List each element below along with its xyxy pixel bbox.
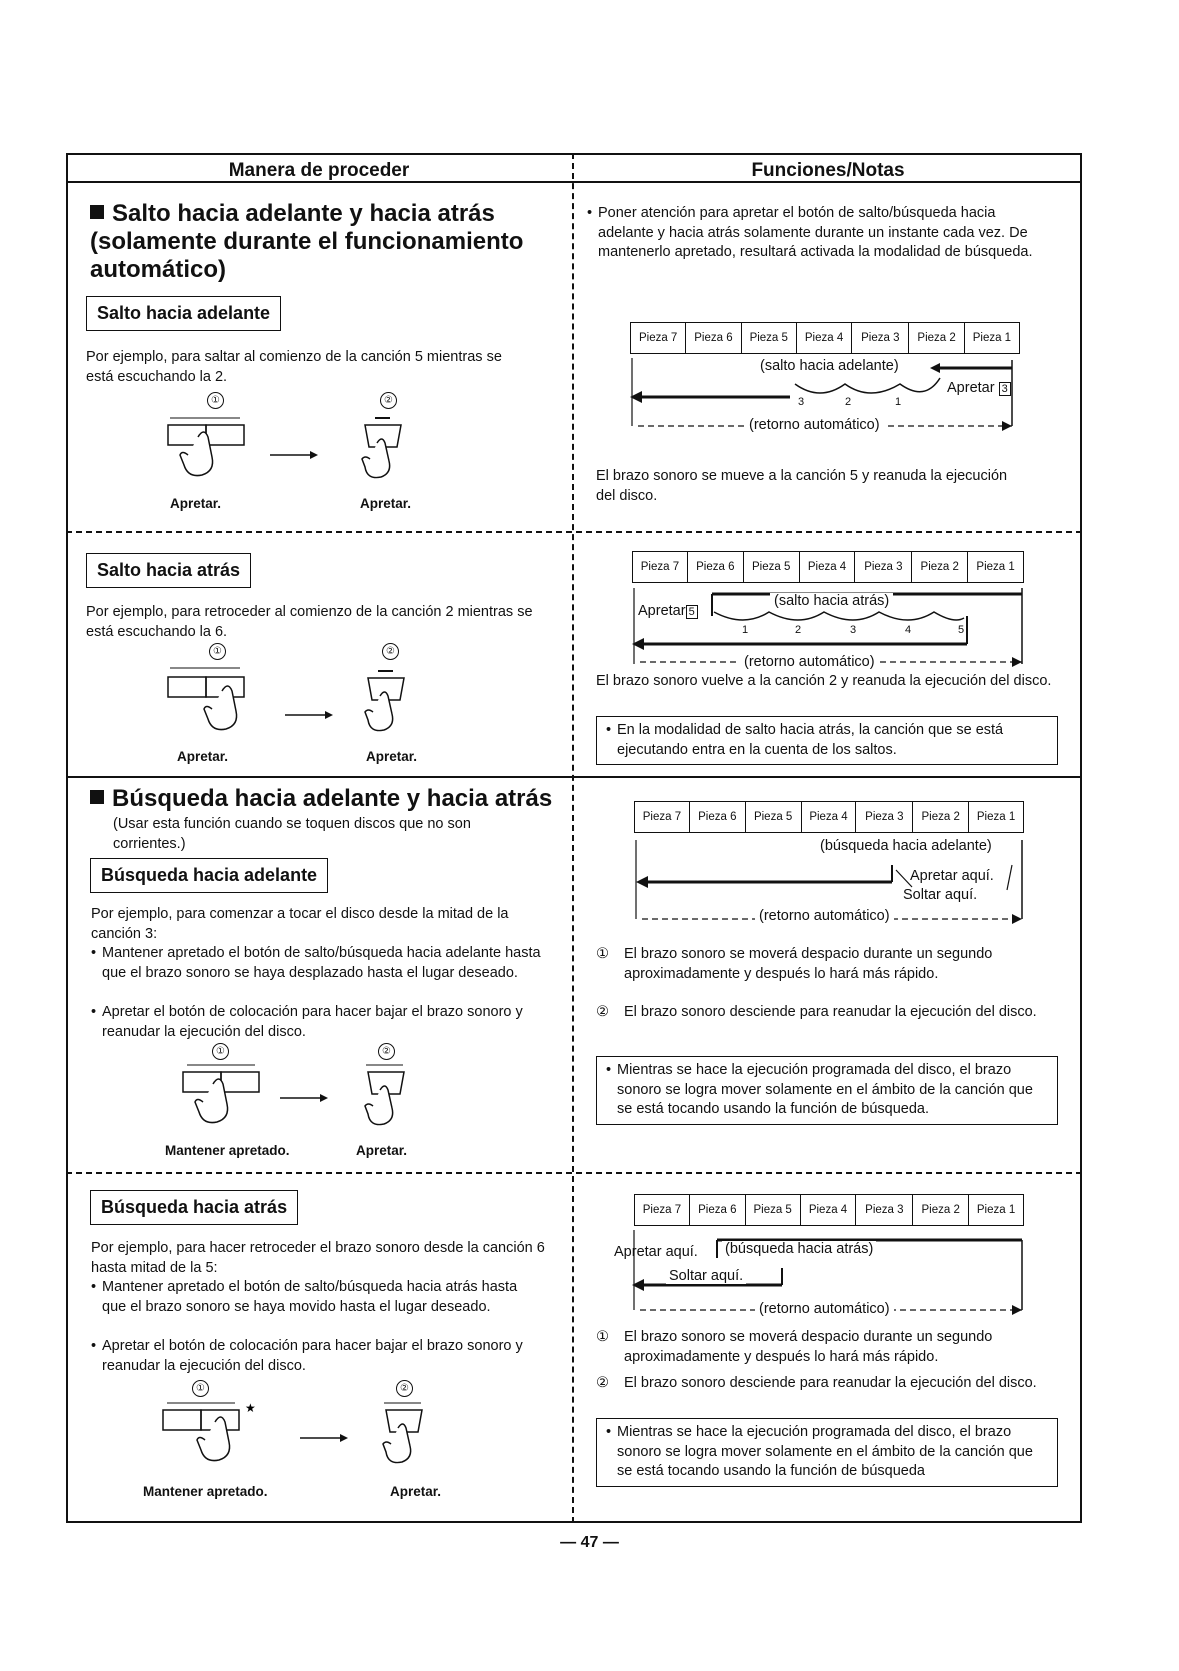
section-divider-3	[66, 1172, 1082, 1174]
caption-hold: Mantener apretado.	[165, 1143, 290, 1158]
skip-backward-result: El brazo sonoro vuelve a la canción 2 y reanuda la ejecución del disco.	[596, 673, 1052, 689]
skip-section-title-text: Salto hacia adelante y hacia atrás (solamente durante el funcionamiento automático)	[90, 200, 524, 283]
track-bar-skip-backward	[632, 551, 1024, 583]
track-cell: Pieza 5	[746, 802, 802, 832]
skip-count: 3	[798, 396, 805, 408]
track-cell: Pieza 7	[633, 552, 688, 582]
skip-section-title	[90, 200, 560, 284]
search-backward-release-here: Soltar aquí.	[666, 1268, 746, 1284]
skip-forward-result: El brazo sonoro se mueve a la canción 5 y reanuda la ejecución del disco.	[596, 468, 1008, 504]
bullet-square-icon	[90, 790, 104, 804]
cue-button-hand-icon	[358, 1062, 418, 1137]
caption-press-1: Apretar.	[177, 749, 229, 764]
step-1-marker: ①	[207, 392, 224, 409]
skip-count: 1	[742, 624, 749, 636]
track-cell: Pieza 2	[913, 802, 969, 832]
column-header-right: Funciones/Notas	[751, 160, 905, 181]
caption-press-1: Apretar.	[170, 496, 222, 511]
search-forward-note-box	[596, 1056, 1058, 1125]
skip-count: 2	[845, 396, 852, 408]
skip-forward-diagram-label: (salto hacia adelante)	[760, 358, 899, 374]
track-bar-skip-forward	[630, 322, 1020, 354]
next-step-arrow-icon	[285, 710, 335, 720]
step-1-marker: ①	[192, 1380, 209, 1397]
search-forward-note-2: El brazo sonoro desciende para reanudar la ejecución del disco.	[624, 1004, 1037, 1020]
track-cell: Pieza 2	[912, 552, 968, 582]
caption-press-2: Apretar.	[360, 496, 412, 511]
step-1-marker: ①	[209, 643, 226, 660]
search-forward-note-1: El brazo sonoro se moverá despacio durante un segundo aproximadamente y después lo hará más rápido.	[624, 946, 993, 982]
track-cell: Pieza 4	[802, 802, 857, 832]
search-forward-example: Por ejemplo, para comenzar a tocar el disco desde la mitad de la canción 3:	[91, 906, 509, 942]
track-cell: Pieza 5	[742, 323, 797, 353]
skip-backward-label: Salto hacia atrás	[86, 553, 251, 588]
step-1-marker: ①	[212, 1043, 229, 1060]
step-2-marker: ②	[380, 392, 397, 409]
note-marker-2: ②	[596, 1004, 609, 1020]
press-count-badge: 3	[999, 382, 1011, 396]
track-cell: Pieza 7	[635, 1195, 690, 1225]
search-backward-note-1: El brazo sonoro se moverá despacio durante un segundo aproximadamente y después lo hará más rápido.	[624, 1329, 993, 1365]
search-backward-bullet-2: • Apretar el botón de colocación para hacer bajar el brazo sonoro y reanudar la ejecución del disco.	[102, 1337, 542, 1376]
step-2-marker: ②	[382, 643, 399, 660]
caption-press-2: Apretar.	[366, 749, 418, 764]
skip-backward-example: Por ejemplo, para retroceder al comienzo de la canción 2 mientras se está escuchando la 6.	[86, 604, 533, 640]
skip-backward-button-hand-icon	[160, 665, 260, 745]
skip-count: 5	[958, 624, 965, 636]
note-marker-1: ①	[596, 946, 609, 962]
skip-backward-return-label: (retorno automático)	[740, 654, 879, 670]
search-forward-diagram-label: (búsqueda hacia adelante)	[820, 838, 992, 854]
search-forward-bullet-1: • Mantener apretado el botón de salto/búsqueda hacia adelante hasta que el brazo sonoro se haya desplazado hasta el lugar deseado.	[102, 944, 542, 983]
skip-backward-diagram-label: (salto hacia atrás)	[770, 593, 893, 609]
note-marker-2: ②	[596, 1375, 609, 1391]
section-divider-2	[66, 776, 1082, 778]
skip-count: 1	[895, 396, 902, 408]
search-backward-note-box	[596, 1418, 1058, 1487]
track-cell: Pieza 6	[690, 802, 746, 832]
skip-count: 4	[905, 624, 912, 636]
search-backward-press-here: Apretar aquí.	[614, 1244, 698, 1260]
track-cell: Pieza 3	[856, 802, 913, 832]
track-cell: Pieza 2	[913, 1195, 969, 1225]
track-cell: Pieza 7	[631, 323, 686, 353]
track-cell: Pieza 4	[797, 323, 852, 353]
track-cell: Pieza 7	[635, 802, 690, 832]
bullet-square-icon	[90, 205, 104, 219]
caption-press: Apretar.	[356, 1143, 408, 1158]
step-2-marker: ②	[378, 1043, 395, 1060]
track-cell: Pieza 2	[909, 323, 964, 353]
column-header-left: Manera de proceder	[228, 160, 410, 181]
skip-backward-note-box	[596, 716, 1058, 765]
section-divider-1	[66, 531, 1082, 533]
track-bar-search-backward	[634, 1194, 1024, 1226]
skip-forward-press-label: Apretar 3	[947, 380, 1011, 396]
next-step-arrow-icon	[280, 1093, 330, 1103]
cue-button-hand-icon	[355, 415, 415, 495]
search-forward-press-here: Apretar aquí.	[910, 868, 994, 884]
track-cell: Pieza 1	[976, 561, 1015, 573]
page-number: — 47 —	[560, 1534, 619, 1551]
track-cell: Pieza 6	[690, 1195, 746, 1225]
skip-count: 2	[795, 624, 802, 636]
skip-attention-note: • Poner atención para apretar el botón de salto/búsqueda hacia adelante y hacia atrás solamente durante un instante cada vez. De mantenerlo apretado, resultará activada la modalidad de búsqueda.	[598, 204, 1038, 263]
track-cell: Pieza 1	[972, 332, 1012, 344]
search-forward-return-label: (retorno automático)	[755, 908, 894, 924]
search-backward-diagram-label: (búsqueda hacia atrás)	[722, 1241, 876, 1257]
skip-count: 3	[850, 624, 857, 636]
search-forward-box-text: • Mientras se hace la ejecución programada del disco, el brazo sonoro se logra mover solamente en el ámbito de la canción que se está tocando usando la función de búsqueda.	[617, 1062, 1033, 1117]
cue-button-hand-icon	[376, 1400, 436, 1475]
next-step-arrow-icon	[270, 450, 320, 460]
skip-backward-press-label: Apretar 5	[638, 603, 698, 619]
search-section-title	[90, 785, 570, 813]
track-cell: Pieza 4	[800, 552, 856, 582]
caption-press: Apretar.	[390, 1484, 442, 1499]
track-cell: Pieza 3	[852, 323, 909, 353]
skip-forward-button-hand-icon	[160, 415, 260, 495]
search-subtitle: (Usar esta función cuando se toquen discos que no son corrientes.)	[113, 816, 471, 852]
search-forward-label: Búsqueda hacia adelante	[90, 858, 328, 893]
next-step-arrow-icon	[300, 1433, 350, 1443]
track-cell: Pieza 5	[744, 552, 800, 582]
search-backward-bullet-1: • Mantener apretado el botón de salto/búsqueda hacia atrás hasta que el brazo sonoro se haya movido hasta el lugar deseado.	[102, 1278, 542, 1317]
svg-text:★: ★	[245, 1401, 256, 1415]
search-section-title-text: Búsqueda hacia adelante y hacia atrás	[112, 785, 553, 812]
skip-forward-example: Por ejemplo, para saltar al comienzo de la canción 5 mientras se está escuchando la 2.	[86, 349, 502, 385]
track-cell: Pieza 1	[976, 811, 1016, 823]
cue-button-hand-icon	[358, 668, 418, 748]
search-backward-example: Por ejemplo, para hacer retroceder el brazo sonoro desde la canción 6 hasta mitad de la 5:	[91, 1240, 545, 1276]
search-forward-button-hand-icon	[175, 1062, 275, 1132]
track-cell: Pieza 3	[855, 552, 912, 582]
step-2-marker: ②	[396, 1380, 413, 1397]
skip-forward-return-label: (retorno automático)	[745, 417, 884, 433]
track-cell: Pieza 1	[976, 1204, 1016, 1216]
search-forward-release-here: Soltar aquí.	[903, 887, 978, 903]
search-backward-return-label: (retorno automático)	[755, 1301, 894, 1317]
search-backward-box-text: • Mientras se hace la ejecución programada del disco, el brazo sonoro se logra mover solamente en el ámbito de la canción que se está tocando usando la función de búsqueda	[617, 1424, 1033, 1479]
track-bar-search-forward	[634, 801, 1024, 833]
track-cell: Pieza 6	[686, 323, 741, 353]
skip-forward-label: Salto hacia adelante	[86, 296, 281, 331]
column-divider	[572, 153, 574, 1523]
search-backward-button-hand-icon	[155, 1400, 275, 1475]
search-forward-bullet-2: • Apretar el botón de colocación para hacer bajar el brazo sonoro y reanudar la ejecución del disco.	[102, 1003, 542, 1042]
press-count-badge: 5	[686, 605, 698, 619]
track-cell: Pieza 5	[746, 1195, 801, 1225]
skip-backward-note-text: • En la modalidad de salto hacia atrás, la canción que se está ejecutando entra en la cuenta de los saltos.	[617, 722, 1003, 758]
track-cell: Pieza 6	[688, 552, 744, 582]
track-cell: Pieza 3	[856, 1195, 913, 1225]
note-marker-1: ①	[596, 1329, 609, 1345]
track-cell: Pieza 4	[801, 1195, 857, 1225]
search-backward-note-2: El brazo sonoro desciende para reanudar la ejecución del disco.	[624, 1375, 1037, 1391]
caption-hold: Mantener apretado.	[143, 1484, 268, 1499]
search-backward-label: Búsqueda hacia atrás	[90, 1190, 298, 1225]
